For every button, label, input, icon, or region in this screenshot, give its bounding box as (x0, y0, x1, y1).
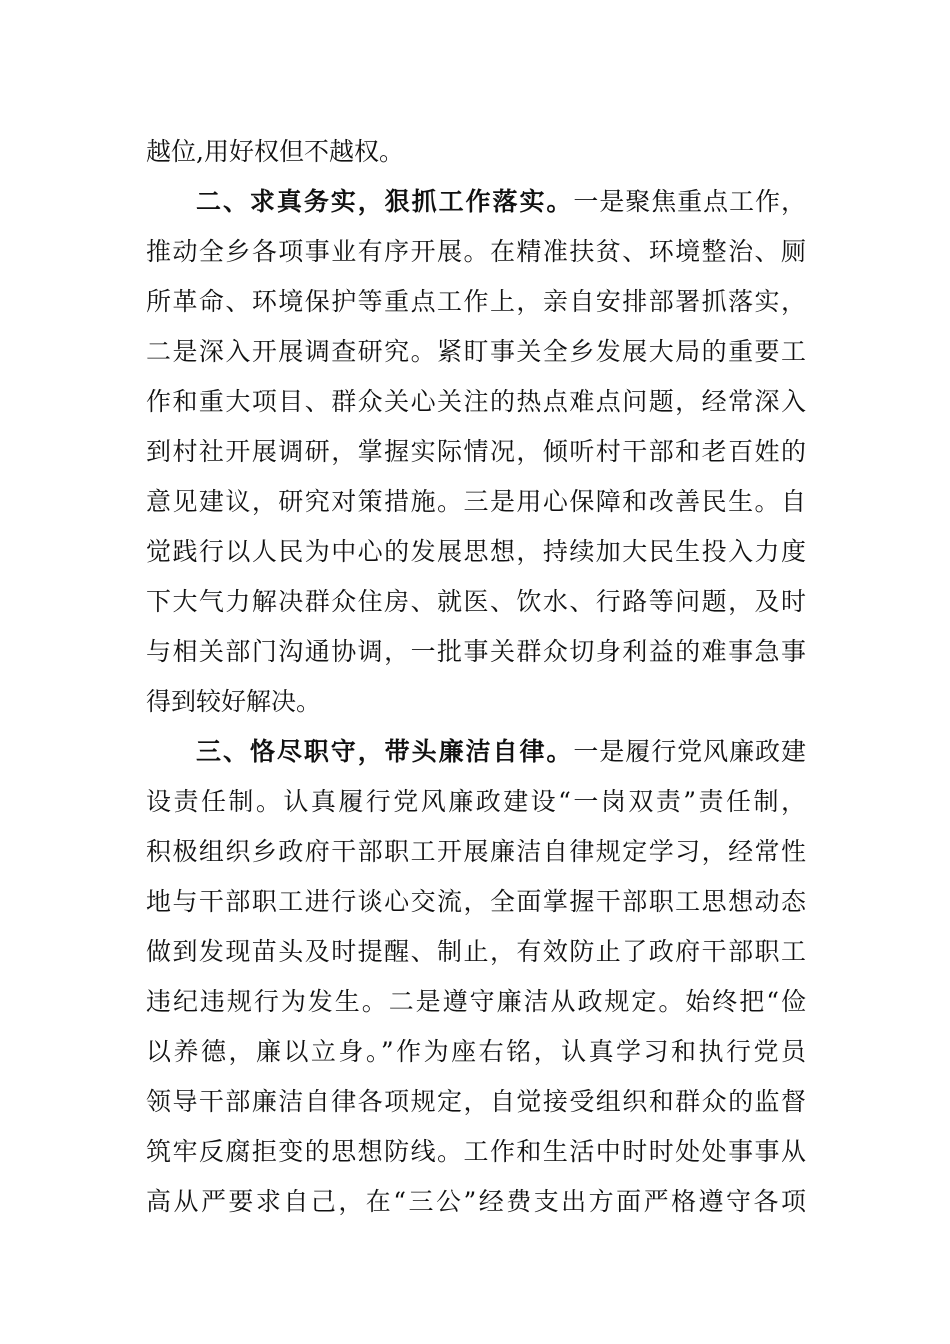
text-line-21: 筑牢反腐拒变的思想防线。工作和生活中时时处处事事从 (146, 1137, 806, 1166)
text-line-1: 越位,用好权但不越权。 (146, 137, 404, 166)
text-line-19: 以养德，廉以立身。”作为座右铭，认真学习和执行党员 (146, 1037, 806, 1066)
text-line-6: 作和重大项目、群众关心关注的热点难点问题，经常深入 (146, 387, 806, 416)
text-line-10: 下大气力解决群众住房、就医、饮水、行路等问题，及时 (146, 587, 806, 616)
text-line-8: 意见建议，研究对策措施。三是用心保障和改善民生。自 (146, 487, 806, 516)
text-line-9: 觉践行以人民为中心的发展思想，持续加大民生投入力度 (146, 537, 806, 566)
text-line-4: 所革命、环境保护等重点工作上，亲自安排部署抓落实， (146, 287, 806, 316)
text-line-18: 违纪违规行为发生。二是遵守廉洁从政规定。始终把“俭 (146, 987, 806, 1016)
section-2-heading: 二、求真务实，狠抓工作落实。 (196, 187, 574, 216)
section-2-lead-text: 一是聚焦重点工作， (573, 187, 806, 216)
text-line-5: 二是深入开展调查研究。紧盯事关全乡发展大局的重要工 (146, 337, 806, 366)
section-3-first-line (196, 737, 806, 767)
text-line-20: 领导干部廉洁自律各项规定，自觉接受组织和群众的监督 (146, 1087, 806, 1116)
text-line-7: 到村社开展调研，掌握实际情况，倾听村干部和老百姓的 (146, 437, 806, 466)
text-line-22: 高从严要求自己，在“三公”经费支出方面严格遵守各项 (146, 1187, 806, 1216)
section-2-first-line (196, 187, 806, 217)
section-3-lead-text: 一是履行党风廉政建 (573, 737, 806, 766)
text-line-12: 得到较好解决。 (146, 687, 322, 716)
text-line-15: 积极组织乡政府干部职工开展廉洁自律规定学习，经常性 (146, 837, 806, 866)
text-line-14: 设责任制。认真履行党风廉政建设“一岗双责”责任制， (146, 787, 806, 816)
text-line-16: 地与干部职工进行谈心交流，全面掌握干部职工思想动态 (146, 887, 806, 916)
text-line-17: 做到发现苗头及时提醒、制止，有效防止了政府干部职工 (146, 937, 806, 966)
text-line-3: 推动全乡各项事业有序开展。在精准扶贫、环境整治、厕 (146, 237, 806, 266)
section-3-heading: 三、恪尽职守，带头廉洁自律。 (196, 737, 574, 766)
text-line-11: 与相关部门沟通协调，一批事关群众切身利益的难事急事 (146, 637, 806, 666)
